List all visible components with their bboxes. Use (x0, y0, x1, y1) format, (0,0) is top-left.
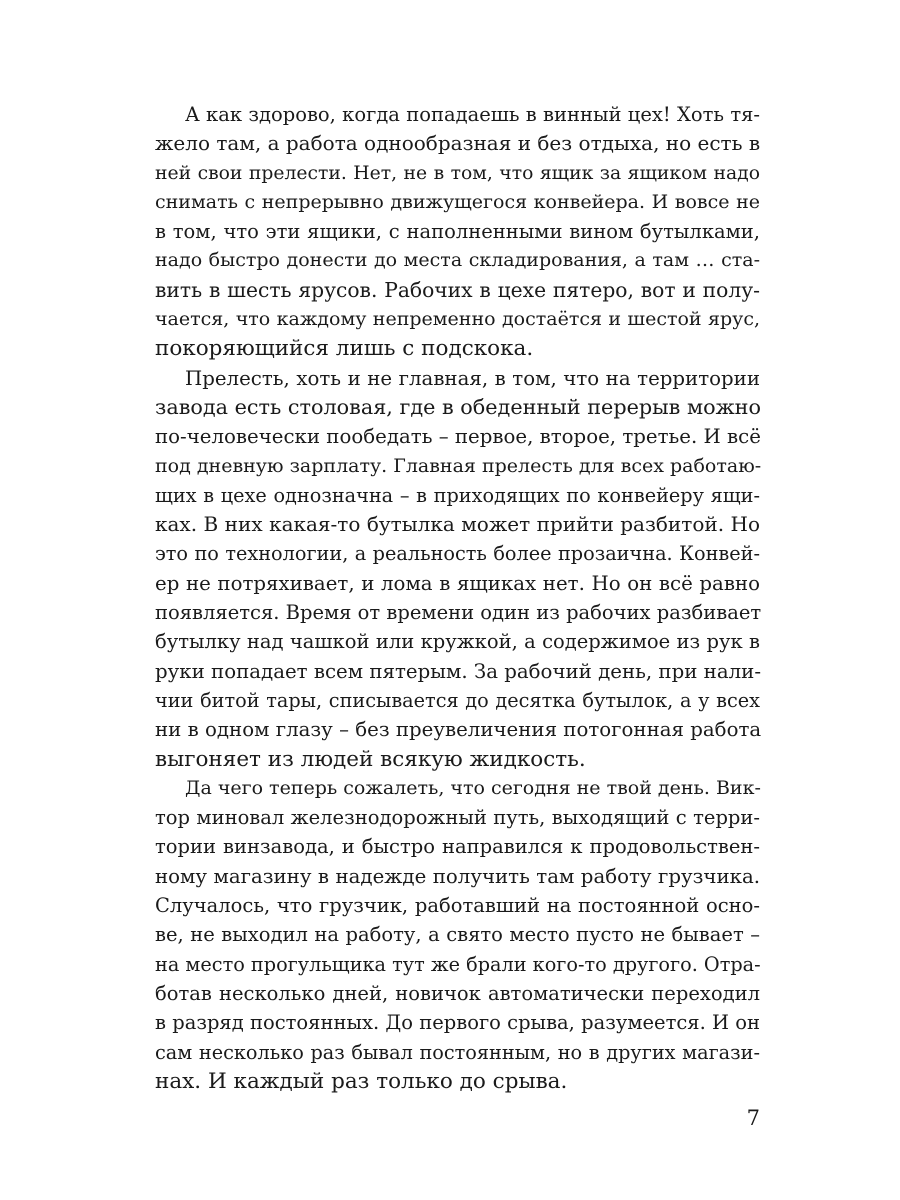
text-line: тории винзавода, и быстро направился к продовольствен- (155, 835, 760, 859)
text-line: в разряд постоянных. До первого срыва, разумеется. И он (155, 1011, 760, 1035)
text-line: щих в цехе однозначна – в приходящих по конвейеру ящи- (155, 483, 760, 507)
text-line: ней свои прелести. Нет, не в том, что ящик за ящиком надо (155, 162, 760, 184)
text-line: сам несколько раз бывал постоянным, но в других магази- (155, 1040, 760, 1064)
text-line: ер не потряхивает, и лома в ящиках нет. Но он всё равно (155, 571, 760, 595)
text-line: жело там, а работа однообразная и без отдыха, но есть в (155, 131, 761, 156)
text-line: выгоняет из людей всякую жидкость. (155, 746, 586, 772)
text-line: надо быстро донести до места складирования, а там … ста- (155, 249, 760, 272)
text-line: появляется. Время от времени один из рабочих разбивает (155, 601, 762, 625)
text-line: под дневную зарплату. Главная прелесть для всех работаю- (155, 454, 762, 477)
text-line: завода есть столовая, где в обеденный перерыв можно (155, 394, 761, 419)
text-line: А как здорово, когда попадаешь в винный цех! Хоть тя- (185, 103, 760, 126)
text-line: ботав несколько дней, новичок автоматически переходил (155, 981, 760, 1005)
text-line: ному магазину в надежде получить там работу грузчика. (155, 864, 760, 888)
text-line: снимать с непрерывно движущегося конвейера. И вовсе не (155, 190, 760, 213)
text-line: по-человечески пообедать – первое, второе, третье. И всё (155, 425, 761, 449)
text-line: бутылку над чашкой или кружкой, а содержимое из рук в (155, 630, 760, 654)
text-line: покоряющийся лишь с подскока. (155, 336, 534, 362)
text-line: Случалось, что грузчик, работавший на постоянной осно- (155, 894, 760, 918)
text-line: нах. И каждый раз только до срыва. (155, 1068, 568, 1094)
text-line: это по технологии, а реальность более прозаична. Конвей- (155, 542, 760, 566)
text-line: тор миновал железнодорожный путь, выходящий с терри- (155, 806, 760, 830)
text-line: чается, что каждому непременно достаётся и шестой ярус, (155, 308, 760, 331)
text-line: в том, что эти ящики, с наполненными вином бутылками, (155, 220, 760, 244)
text-line: на место прогульщика тут же брали кого-то другого. Отра- (155, 952, 761, 976)
text-line: вить в шесть ярусов. Рабочих в цехе пятеро, вот и полу- (155, 277, 760, 302)
text-line: ве, не выходил на работу, а свято место пусто не бывает – (155, 923, 760, 947)
text-line: ни в одном глазу – без преувеличения потогонная работа (155, 718, 762, 742)
body-text (155, 100, 760, 1096)
text-line: Прелесть, хоть и не главная, в том, что на территории (185, 366, 760, 390)
text-line: чии битой тары, списывается до десятка бутылок, а у всех (155, 688, 760, 712)
text-line: руки попадает всем пятерым. За рабочий день, при нали- (155, 659, 762, 683)
text-line: ках. В них какая-то бутылка может прийти разбитой. Но (155, 512, 760, 537)
text-line: Да чего теперь сожалеть, что сегодня не твой день. Вик- (185, 776, 761, 799)
page-number: 7 (746, 1106, 760, 1130)
